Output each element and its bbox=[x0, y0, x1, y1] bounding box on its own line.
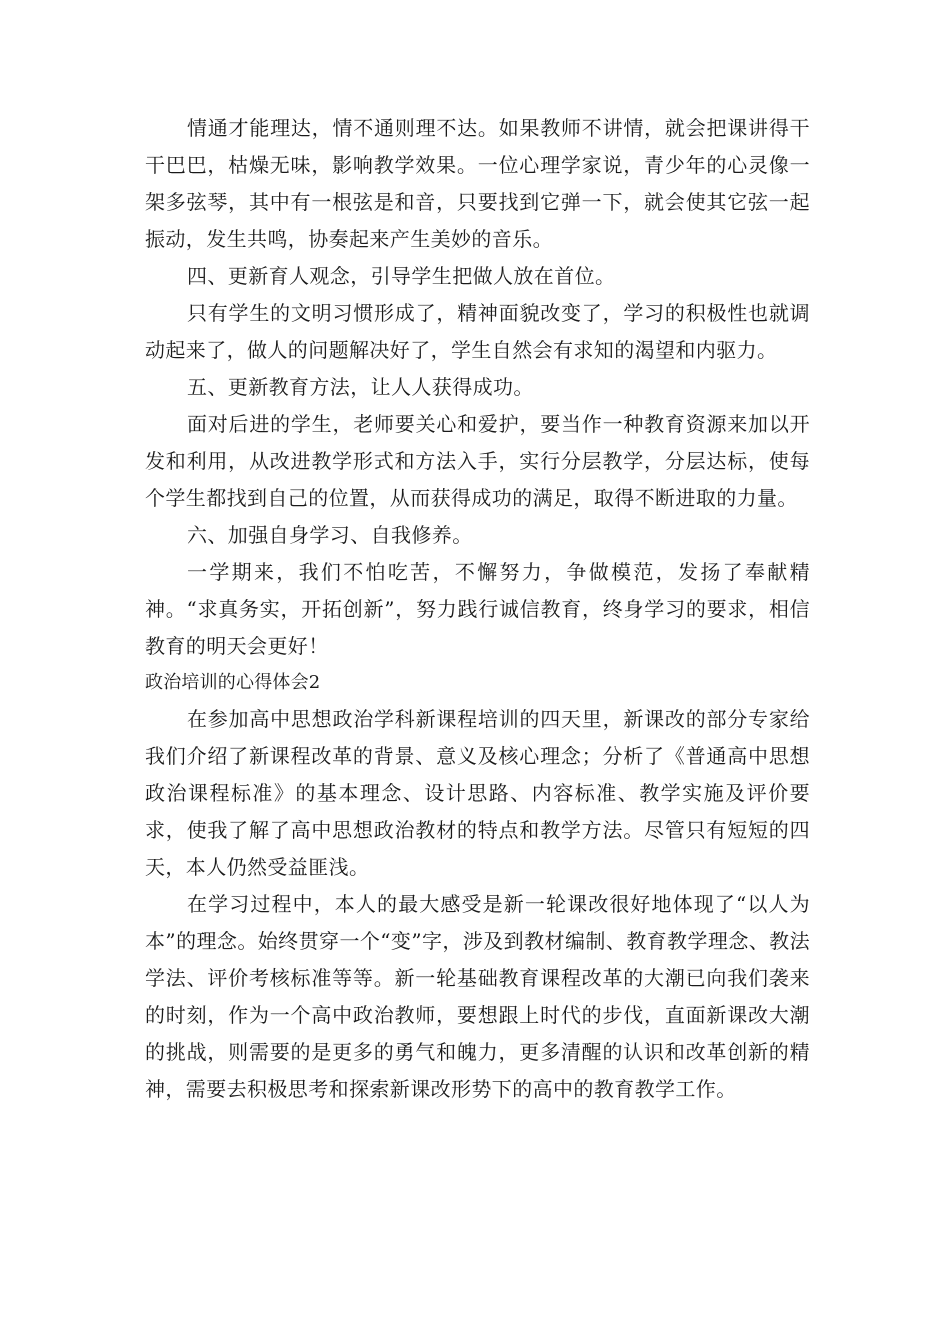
paragraph-3: 面对后进的学生，老师要关心和爱护，要当作一种教育资源来加以开发和利用，从改进教学形式和方法入手，实行分层教学，分层达标，使每个学生都找到自己的位置，从而获得成功的满足，取得不断进取的力量。 bbox=[145, 412, 810, 510]
paragraph-4: 一学期来，我们不怕吃苦，不懈努力，争做模范，发扬了奉献精神。“求真务实，开拓创新”，努力践行诚信教育，终身学习的要求，相信教育的明天会更好！ bbox=[145, 560, 810, 658]
paragraph-6: 在学习过程中，本人的最大感受是新一轮课改很好地体现了“以人为本”的理念。始终贯穿一个“变”字，涉及到教材编制、教育教学理念、教法学法、评价考核标准等等。新一轮基础教育课程改革的大潮已向我们袭来的时刻，作为一个高中政治教师，要想跟上时代的步伐，直面新课改大潮的挑战，则需要的是更多的勇气和魄力，更多清醒的认识和改革创新的精神，需要去积极思考和探索新课改形势下的高中的教育教学工作。 bbox=[145, 892, 810, 1101]
paragraph-5: 在参加高中思想政治学科新课程培训的四天里，新课改的部分专家给我们介绍了新课程改革的背景、意义及核心理念；分析了《普通高中思想政治课程标准》的基本理念、设计思路、内容标准、教学实施及评价要求，使我了解了高中思想政治教材的特点和教学方法。尽管只有短短的四天，本人仍然受益匪浅。 bbox=[145, 707, 810, 879]
article-title: 政治培训的心得体会2 bbox=[145, 672, 321, 693]
section-heading-5: 五、更新教育方法，让人人获得成功。 bbox=[187, 375, 534, 399]
section-heading-6: 六、加强自身学习、自我修养。 bbox=[187, 523, 473, 547]
paragraph-1: 情通才能理达，情不通则理不达。如果教师不讲情，就会把课讲得干干巴巴，枯燥无味，影响教学效果。一位心理学家说，青少年的心灵像一架多弦琴，其中有一根弦是和音，只要找到它弹一下，就会使其它弦一起振动，发生共鸣，协奏起来产生美妙的音乐。 bbox=[145, 116, 810, 251]
document-page bbox=[145, 110, 810, 1108]
paragraph-2: 只有学生的文明习惯形成了，精神面貌改变了，学习的积极性也就调动起来了，做人的问题解决好了，学生自然会有求知的渴望和内驱力。 bbox=[145, 301, 810, 362]
section-heading-4: 四、更新育人观念，引导学生把做人放在首位。 bbox=[187, 264, 616, 288]
